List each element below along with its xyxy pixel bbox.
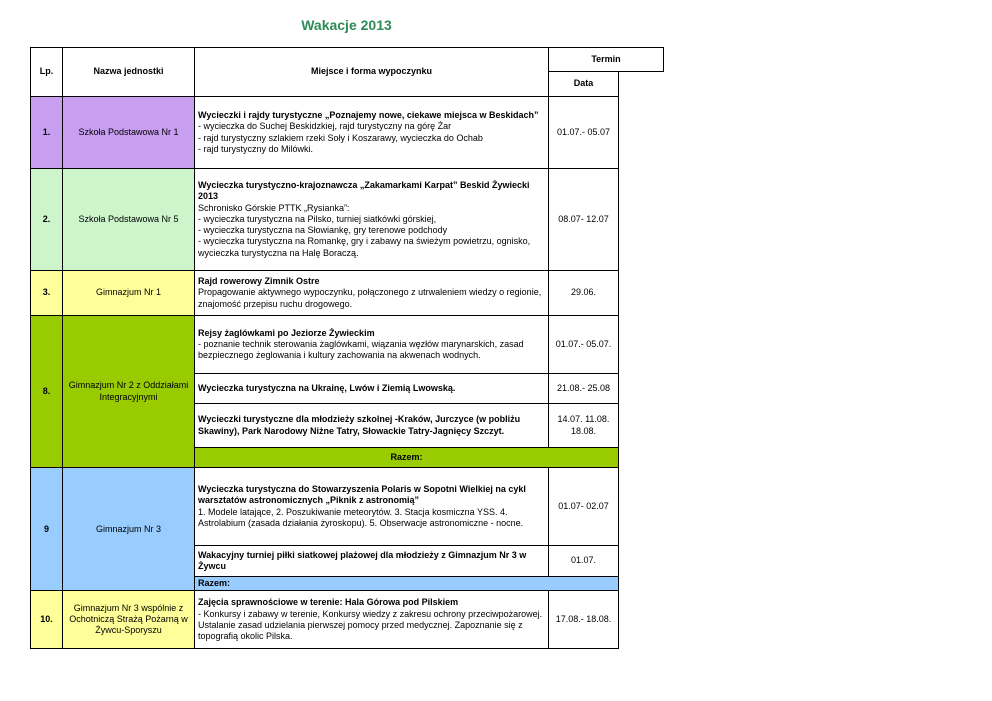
header-data: Data xyxy=(549,72,619,97)
row-date: 01.07.- 05.07. xyxy=(549,316,619,374)
entry-line: - wycieczka do Suchej Beskidzkiej, rajd turystyczny na górę Żar xyxy=(198,121,452,132)
row-lp: 9 xyxy=(31,468,63,591)
row-description xyxy=(195,468,549,546)
header-lp: Lp. xyxy=(31,48,63,97)
row-date: 01.07- 02.07 xyxy=(549,468,619,546)
row-date: 14.07. 11.08. 18.08. xyxy=(549,404,619,448)
entry-title: Wycieczki turystyczne dla młodzieży szkolnej -Kraków, Jurczyce (w pobliżu Skawiny), Park Narodowy Niżne Tatry, Słowackie Tatry-Jagnięcy Szczyt. xyxy=(198,414,521,436)
header-place: Miejsce i forma wypoczynku xyxy=(195,48,549,97)
row-description xyxy=(195,271,549,316)
page-title: Wakacje 2013 xyxy=(301,17,392,33)
entry-line: - wycieczka turystyczna na Romankę, gry i zabawy na świeżym powietrzu, ognisko, wycieczka turystyczna na Halę Boraczą. xyxy=(198,236,531,258)
razem-row: Razem: xyxy=(195,448,619,468)
entry-line: Schronisko Górskie PTTK „Rysianka”: xyxy=(198,202,350,213)
entry-line: - rajd turystyczny do Milówki. xyxy=(198,143,314,154)
row-date: 01.07. xyxy=(549,546,619,577)
empty-cell xyxy=(619,72,664,97)
row-unit: Szkoła Podstawowa Nr 1 xyxy=(63,97,195,169)
row-lp: 1. xyxy=(31,97,63,169)
entry-line: - wycieczka turystyczna na Pilsko, turniej siatkówki górskiej, xyxy=(198,213,437,224)
entry-line: - Konkursy i zabawy w terenie, Konkursy wiedzy z zakresu ochrony przeciwpożarowej. Ustalanie zasad udzielania pierwszej pomocy przed medycznej. Zapoznanie się z topografią okolic Pilska. xyxy=(198,608,543,642)
row-date: 08.07- 12.07 xyxy=(549,169,619,271)
row-description xyxy=(195,404,549,448)
entry-line: Propagowanie aktywnego wypoczynku, połączonego z utrwaleniem wiedzy o regionie, znajomość przepisu ruchu drogowego. xyxy=(198,287,542,309)
row-description xyxy=(195,316,549,374)
row-date: 01.07.- 05.07 xyxy=(549,97,619,169)
entry-title: Rejsy żaglówkami po Jeziorze Żywieckim xyxy=(198,327,375,338)
row-date: 29.06. xyxy=(549,271,619,316)
row-date: 17.08.- 18.08. xyxy=(549,591,619,649)
entry-line: - poznanie technik sterowania żaglówkami, wiązania węzłów marynarskich, zasad bezpiecznego żeglowania i kultury zachowania na akwenach wodnych. xyxy=(198,338,524,361)
row-description xyxy=(195,169,549,271)
entry-line: - rajd turystyczny szlakiem rzeki Soły i Koszarawy, wycieczka do Ochab xyxy=(198,132,483,143)
row-description xyxy=(195,591,549,649)
entry-title: Zajęcia sprawnościowe w terenie: Hala Górowa pod Pilskiem xyxy=(198,597,459,608)
entry-title: Wycieczka turystyczna na Ukrainę, Lwów i Ziemią Lwowską. xyxy=(198,382,456,393)
row-description xyxy=(195,374,549,404)
header-unit: Nazwa jednostki xyxy=(63,48,195,97)
vacation-table xyxy=(30,47,664,649)
entry-line: - wycieczka turystyczna na Słowiankę, gry terenowe podchody xyxy=(198,225,448,236)
row-description xyxy=(195,546,549,577)
row-unit: Gimnazjum Nr 1 xyxy=(63,271,195,316)
row-lp: 3. xyxy=(31,271,63,316)
row-unit: Szkoła Podstawowa Nr 5 xyxy=(63,169,195,271)
razem-row: Razem: xyxy=(195,577,619,591)
row-unit: Gimnazjum Nr 3 wspólnie z Ochotniczą Strażą Pożarną w Żywcu-Sporyszu xyxy=(63,591,195,649)
entry-line: 1. Modele latające, 2. Poszukiwanie meteorytów. 3. Stacja kosmiczna YSS. 4. Astrolabium (zasada działania żyroskopu). 5. Obserwacje astronomiczne - nocne. xyxy=(198,506,524,528)
header-termin: Termin xyxy=(549,48,664,72)
entry-title: Rajd rowerowy Zimnik Ostre xyxy=(198,276,320,287)
row-lp: 10. xyxy=(31,591,63,649)
row-lp: 8. xyxy=(31,316,63,468)
row-description xyxy=(195,97,549,169)
row-date: 21.08.- 25.08 xyxy=(549,374,619,404)
entry-title: Wycieczka turystyczno-krajoznawcza „Zakamarkami Karpat” Beskid Żywiecki 2013 xyxy=(198,179,530,202)
entry-title: Wakacyjny turniej piłki siatkowej plażowej dla młodzieży z Gimnazjum Nr 3 w Żywcu xyxy=(198,549,527,571)
row-lp: 2. xyxy=(31,169,63,271)
entry-title: Wycieczki i rajdy turystyczne „Poznajemy nowe, ciekawe miejsca w Beskidach” xyxy=(198,109,539,120)
row-unit: Gimnazjum Nr 3 xyxy=(63,468,195,591)
entry-title: Wycieczka turystyczna do Stowarzyszenia Polaris w Sopotni Wielkiej na cykl warsztatów astronomicznych „Piknik z astronomią” xyxy=(198,483,526,506)
row-unit: Gimnazjum Nr 2 z Oddziałami Integracyjnymi xyxy=(63,316,195,468)
